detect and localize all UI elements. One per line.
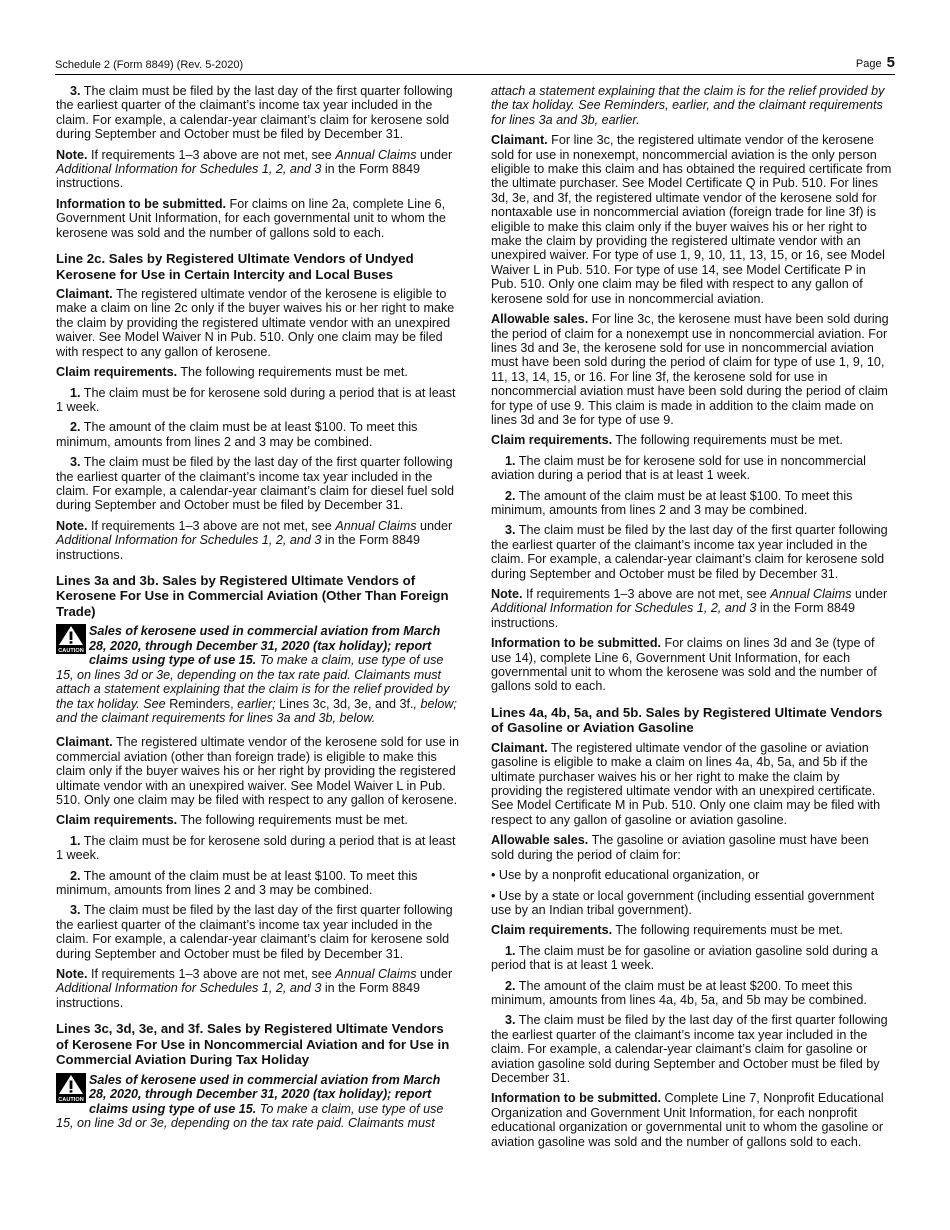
list-item: 1. The claim must be for kerosene sold for use in noncommercial aviation during a period that is at least 1 week.: [491, 453, 866, 483]
paragraph: Allowable sales. The gasoline or aviation gasoline must have been sold during the period of claim for:: [491, 833, 869, 862]
note: Note. If requirements 1–3 above are not met, see Annual Claims under Additional Information for Schedules 1, 2, and 3 in the Form 8849 instructions.: [491, 587, 888, 630]
list-item: 3. The claim must be filed by the last day of the first quarter following the earliest quarter of the claimant’s income tax year included in the claim. For example, a calendar-year claimant’s claim for kerosene sold during September and October must be filed by December 31.: [491, 523, 888, 581]
paragraph: Claimant. The registered ultimate vendor of the kerosene is eligible to make a claim on line 2c only if the buyer waives his or her right to make the claim by providing the registered ultimate vendor with an unexpired waiver. See Model Waiver N in Pub. 510. Only one claim may be filed with respect to any gallon of kerosene.: [56, 287, 455, 359]
section-heading: Line 2c. Sales by Registered Ultimate Vendors of Undyed Kerosene for Use in Certain Intercity and Local Buses: [56, 251, 414, 282]
list-item: 1. The claim must be for kerosene sold during a period that is at least 1 week.: [56, 385, 456, 414]
section-heading: Lines 3c, 3d, 3e, and 3f. Sales by Registered Ultimate Vendors of Kerosene For Use in Noncommercial Aviation and for Use in Commercial Aviation During Tax Holiday: [56, 1021, 450, 1068]
caution-icon: [56, 624, 86, 654]
section-heading: Lines 3a and 3b. Sales by Registered Ultimate Vendors of Kerosene For Use in Commercial Aviation (Other Than Foreign Trade): [56, 572, 449, 619]
list-item: 3. The claim must be filed by the last day of the first quarter following the earliest quarter of the claimant’s income tax year included in the claim. For example, a calendar-year claimant’s claim for gasoline or aviation gasoline sold during September and October must be filed by December 31.: [491, 1013, 888, 1085]
page-header: [55, 52, 895, 75]
paragraph: Claimant. The registered ultimate vendor of the kerosene sold for use in commercial aviation (other than foreign trade) is eligible to make this claim only if the buyer waives his or her right by providing the registered ultimate vendor with an unexpired waiver. See Model Waiver L in Pub. 510. Only one claim may be filed with respect to any gallon of kerosene.: [56, 735, 459, 807]
list-item: 3. The claim must be filed by the last day of the first quarter following the earliest quarter of the claimant’s income tax year included in the claim. For example, a calendar-year claimant’s claim for diesel fuel sold during September and October must be filed by December 31.: [56, 455, 455, 513]
page-number: Page 5: [855, 54, 895, 71]
paragraph: Claim requirements. The following requirements must be met.: [56, 813, 408, 828]
note: Note. If requirements 1–3 above are not met, see Annual Claims under Additional Information for Schedules 1, 2, and 3 in the Form 8849 instructions.: [56, 518, 453, 562]
section-heading: Lines 4a, 4b, 5a, and 5b. Sales by Registered Ultimate Vendors of Gasoline or Aviation Gasoline: [491, 704, 883, 736]
form-title: Schedule 2 (Form 8849) (Rev. 5-2020): [55, 59, 244, 71]
paragraph: Claimant. The registered ultimate vendor of the gasoline or aviation gasoline is eligible to make a claim on lines 4a, 4b, 5a, and 5b if the ultimate purchaser waives his or her right to make the claim by providing the registered ultimate vendor with an unexpired certificate. See Model Certificate M in Pub. 510. Only one claim may be filed with respect to any gallon of gasoline or aviation gasoline.: [491, 740, 881, 827]
paragraph: 3. The claim must be filed by the last day of the first quarter following the earliest quarter of the claimant’s income tax year included in the claim. For example, a calendar-year claimant’s claim for kerosene sold during September and October must be filed by December 31.: [56, 84, 453, 142]
list-item: 1. The claim must be for gasoline or aviation gasoline sold during a period that is at least 1 week.: [491, 943, 878, 973]
bullet-item: • Use by a nonprofit educational organization, or: [491, 868, 760, 883]
svg-text:CAUTION: CAUTION: [58, 1096, 84, 1103]
svg-text:CAUTION: CAUTION: [58, 648, 84, 655]
note: Note. If requirements 1–3 above are not met, see Annual Claims under Additional Information for Schedules 1, 2, and 3 in the Form 8849 instructions.: [56, 147, 453, 191]
paragraph: Claim requirements. The following requirements must be met.: [56, 365, 408, 380]
list-item: 2. The amount of the claim must be at least $100. To meet this minimum, amounts from lines 2 and 3 may be combined.: [56, 420, 418, 449]
paragraph: Information to be submitted. Complete Line 7, Nonprofit Educational Organization and Government Unit Information, for each nonprofit educational organization or governmental unit to whom the gasoline or aviation gasoline was sold and the number of gallons sold to each.: [491, 1091, 884, 1149]
list-item: 1. The claim must be for kerosene sold during a period that is at least 1 week.: [56, 833, 456, 863]
caution-note: CAUTION Sales of kerosene used in commercial aviation from March 28, 2020, through December 31, 2020 (tax holiday); report claims using type of use 15. To make a claim, use type of use 15, on lines 3d or 3e, depending on the tax rate paid. Claimants must attach a statement explaining that the claim is for the relief provided by the tax holiday. See Reminders, earlier; Lines 3c, 3d, 3e, and 3f., below; and the claimant requirements for lines 3a and 3b, below.: [56, 624, 457, 725]
paragraph: Information to be submitted. For claims on line 2a, complete Line 6, Government Unit Information, for each governmental unit to whom the kerosene was sold and the number of gallons sold to each.: [56, 196, 446, 240]
right-column: [491, 84, 893, 1155]
list-item: 3. The claim must be filed by the last day of the first quarter following the earliest quarter of the claimant’s income tax year included in the claim. For example, a calendar-year claimant’s claim for kerosene sold during September and October must be filed by December 31.: [56, 903, 453, 961]
paragraph: Information to be submitted. For claims on lines 3d and 3e (type of use 14), complete Line 6, Government Unit Information, for each governmental unit to whom the kerosene was sold and the number of gallons sold to each.: [491, 636, 877, 694]
caution-note: CAUTION Sales of kerosene used in commercial aviation from March 28, 2020, through December 31, 2020 (tax holiday); report claims using type of use 15. To make a claim, use type of use 15, on line 3d or 3e, depending on the tax rate paid. Claimants must: [56, 1072, 444, 1130]
list-item: 2. The amount of the claim must be at least $200. To meet this minimum, amounts from lines 4a, 4b, 5a, and 5b may be combined.: [491, 978, 867, 1007]
list-item: 2. The amount of the claim must be at least $100. To meet this minimum, amounts from lines 2 and 3 may be combined.: [56, 868, 418, 897]
paragraph: Claim requirements. The following requirements must be met.: [491, 923, 843, 938]
bullet-item: • Use by a state or local government (including essential government use by an Indian tribal government).: [491, 888, 875, 917]
paragraph: Allowable sales. For line 3c, the kerosene must have been sold during the period of claim for a nonexempt use in noncommercial aviation. For lines 3d and 3e, the kerosene sold for use in noncommercial aviation must have been sold during the period of claim for type of use 1, 9, 10, 11, 13, 14, 15, or 16. For line 3f, the kerosene sold for use in noncommercial aviation must have been sold during the period of claim for type of use 9. This claim is made in addition to the claim made on lines 3d and 3e for type of use 9.: [491, 312, 889, 427]
caution-icon: [56, 1073, 86, 1103]
caution-continuation: attach a statement explaining that the claim is for the relief provided by the tax holiday. See Reminders, earlier, and the claimant requirements for lines 3a and 3b, earlier.: [491, 84, 885, 127]
paragraph: Claim requirements. The following requirements must be met.: [491, 433, 843, 448]
paragraph: Claimant. For line 3c, the registered ultimate vendor of the kerosene sold for use in nonexempt, noncommercial aviation is the only person eligible to make this claim and has obtained the required certificate from the ultimate purchaser. See Model Certificate Q in Pub. 510. For lines 3d, 3e, and 3f, the registered ultimate vendor of the kerosene sold for nontaxable use in noncommercial aviation (foreign trade for line 3f) is eligible to make this claim only if the buyer waives his or her right to make the claim by providing the registered ultimate vendor with an unexpired waiver. For type of use 1, 9, 10, 11, 13, 15, or 16, see Model Waiver L in Pub. 510. For type of use 14, see Model Certificate P in Pub. 510. Only one claim may be filed with respect to any gallon of kerosene sold for use in noncommercial aviation.: [491, 133, 892, 306]
list-item: 2. The amount of the claim must be at least $100. To meet this minimum, amounts from lines 2 and 3 may be combined.: [491, 488, 853, 517]
left-column: [56, 84, 459, 1140]
note: Note. If requirements 1–3 above are not met, see Annual Claims under Additional Information for Schedules 1, 2, and 3 in the Form 8849 instructions.: [56, 967, 453, 1010]
